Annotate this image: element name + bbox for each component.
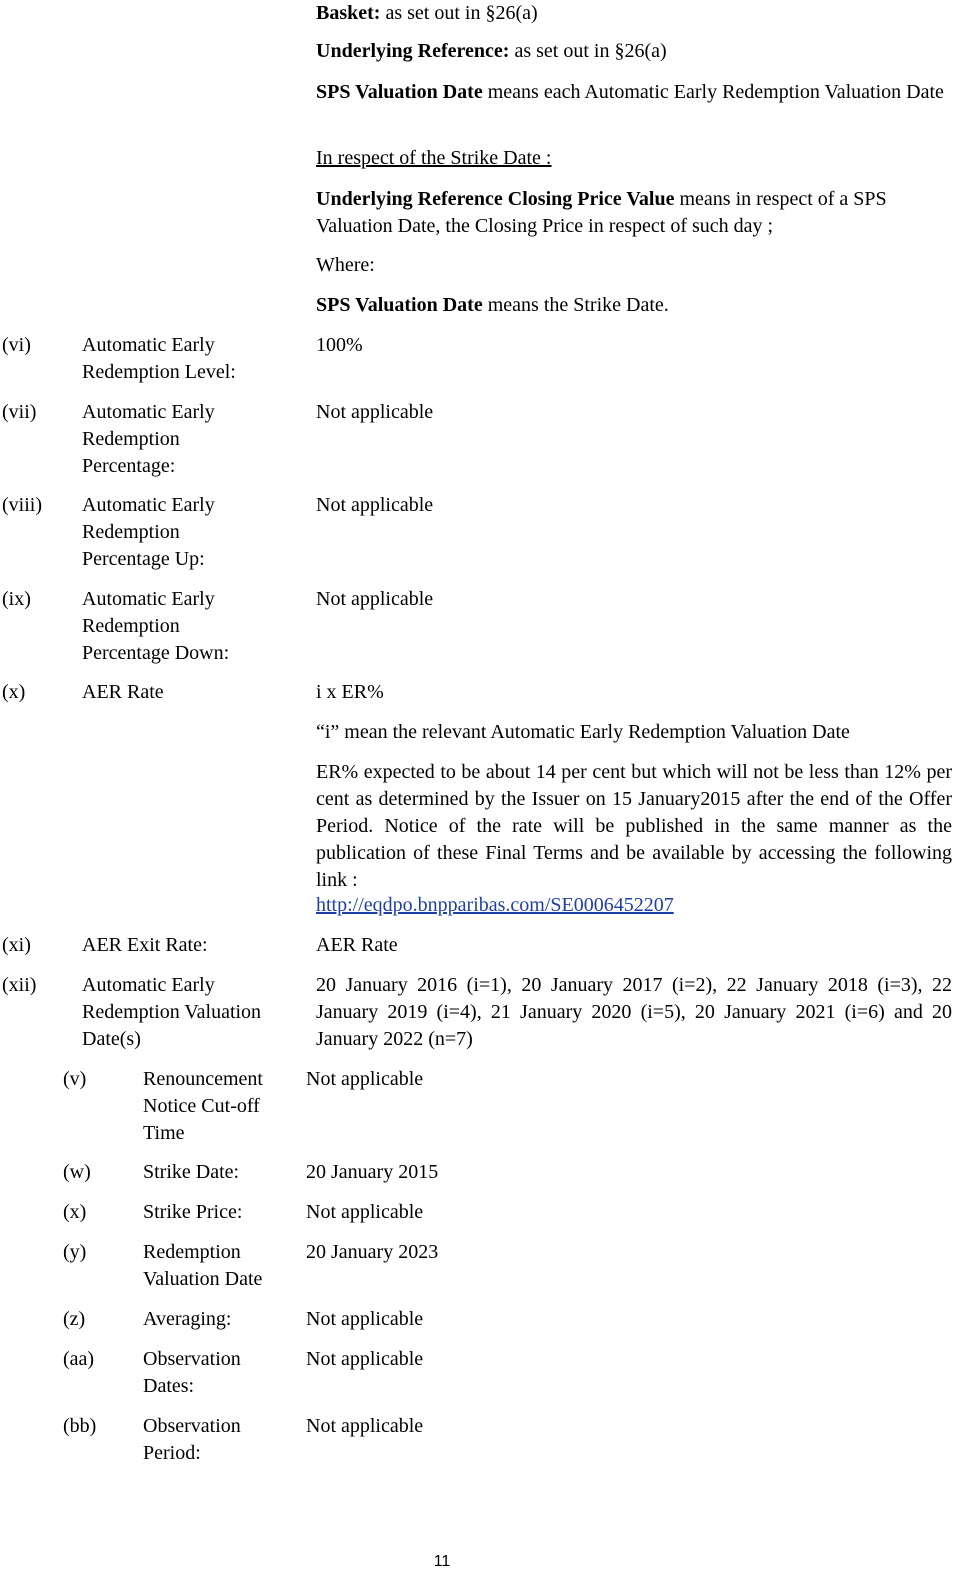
item-label: Automatic Early Redemption Level:	[82, 334, 236, 383]
sub-item-number: (z)	[63, 1308, 86, 1330]
basket-line	[316, 0, 952, 27]
sub-item-value: 20 January 2023	[306, 1241, 439, 1263]
sub-item-label: Redemption Valuation Date	[143, 1241, 263, 1290]
item-value: 100%	[316, 334, 363, 356]
strike-date-heading: In respect of the Strike Date :	[316, 147, 552, 169]
er-definition: ER% expected to be about 14 per cent but which will not be less than 12% per cent as determined by the Issuer on 15 January2015 after the end of the Offer Period. Notice of the rate will be published in the same manner as the publication of these Final Terms and be available by accessing the following link :	[316, 761, 952, 891]
item-number: (xi)	[2, 934, 31, 956]
item-number: (vii)	[2, 401, 37, 423]
sub-item-label: Observation Dates:	[143, 1348, 241, 1397]
sub-item-value: Not applicable	[306, 1415, 424, 1437]
underlying-reference-text: as set out in §26(a)	[509, 40, 667, 62]
closing-price-term: Underlying Reference Closing Price Value	[316, 188, 675, 210]
item-value: Not applicable	[316, 494, 434, 516]
sub-item-number: (x)	[63, 1201, 87, 1223]
item-value: i x ER%	[316, 681, 384, 703]
sub-item-value: 20 January 2015	[306, 1161, 439, 1183]
sps-valuation-date-definition-2	[316, 292, 952, 319]
sub-item-value: Not applicable	[306, 1308, 424, 1330]
basket-term: Basket:	[316, 2, 381, 24]
sub-item-label: Strike Price:	[143, 1201, 243, 1223]
sub-item-number: (v)	[63, 1068, 87, 1090]
sub-item-number: (w)	[63, 1161, 91, 1183]
item-label: AER Exit Rate:	[82, 934, 208, 956]
item-number: (vi)	[2, 334, 31, 356]
underlying-reference-term: Underlying Reference:	[316, 40, 510, 62]
closing-price-text: means in respect of a SPS Valuation Date, the Closing Price in respect of such day ;	[316, 188, 887, 237]
item-value: Not applicable	[316, 401, 434, 423]
sub-item-value: Not applicable	[306, 1068, 424, 1090]
item-label: Automatic Early Redemption Percentage:	[82, 401, 215, 477]
basket-text: as set out in §26(a)	[380, 2, 538, 24]
item-number: (x)	[2, 681, 26, 703]
sps-valuation-date-term-1: SPS Valuation Date	[316, 81, 483, 103]
sub-item-value: Not applicable	[306, 1201, 424, 1223]
sub-item-number: (aa)	[63, 1348, 95, 1370]
sub-item-label: Strike Date:	[143, 1161, 240, 1183]
sub-item-label: Averaging:	[143, 1308, 232, 1330]
final-terms-link[interactable]	[316, 892, 952, 919]
underlying-reference-line	[316, 38, 952, 65]
sps-valuation-date-text-2: means the Strike Date.	[482, 294, 669, 316]
item-value: AER Rate	[316, 934, 398, 956]
sub-item-value: Not applicable	[306, 1348, 424, 1370]
item-number: (ix)	[2, 588, 31, 610]
item-label: AER Rate	[82, 681, 164, 703]
item-label: Automatic Early Redemption Valuation Date(s)	[82, 974, 262, 1050]
item-label: Automatic Early Redemption Percentage Up:	[82, 494, 215, 570]
i-definition: “i” mean the relevant Automatic Early Redemption Valuation Date	[316, 721, 850, 743]
item-value: 20 January 2016 (i=1), 20 January 2017 (i=2), 22 January 2018 (i=3), 22 January 2019 (i=4), 21 January 2020 (i=5), 20 January 2021 (i=6) and 20 January 2022 (n=7)	[316, 974, 952, 1050]
closing-price-definition	[316, 186, 952, 240]
sub-item-label: Renouncement Notice Cut-off Time	[143, 1068, 263, 1144]
sub-item-label: Observation Period:	[143, 1415, 241, 1464]
sub-item-number: (y)	[63, 1241, 87, 1263]
sps-valuation-date-term-2: SPS Valuation Date	[316, 294, 483, 316]
item-number: (xii)	[2, 974, 37, 996]
item-value: Not applicable	[316, 588, 434, 610]
sps-valuation-date-definition-1	[316, 79, 952, 106]
item-number: (viii)	[2, 494, 42, 516]
where-label: Where:	[316, 254, 375, 276]
sps-valuation-date-text-1: means each Automatic Early Redemption Valuation Date	[482, 81, 944, 103]
page-number: 11	[433, 1553, 451, 1570]
sub-item-number: (bb)	[63, 1415, 97, 1437]
final-terms-link-anchor[interactable]: http://eqdpo.bnpparibas.com/SE0006452207	[316, 894, 674, 916]
item-label: Automatic Early Redemption Percentage Down:	[82, 588, 230, 664]
